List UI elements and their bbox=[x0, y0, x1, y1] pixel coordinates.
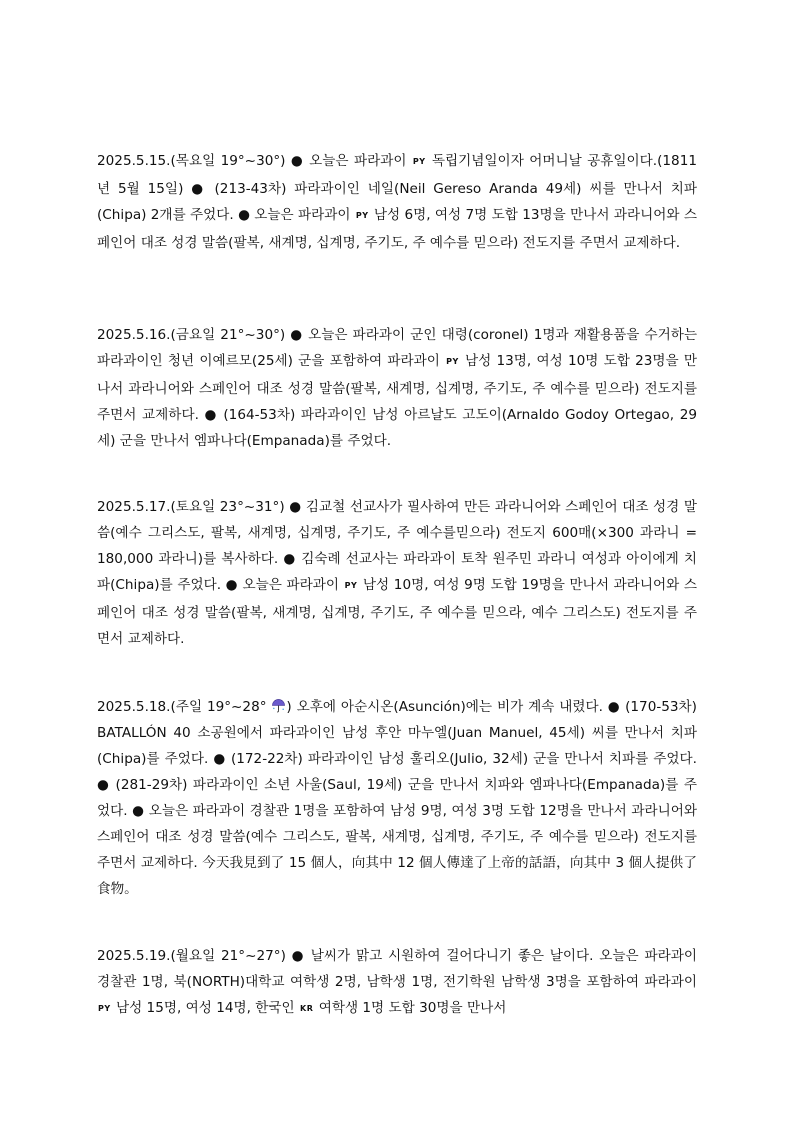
entry-text: ● 오늘은 파라과이 군인 대령(coronel) 1명과 재활용품을 수거하는 파라과이인 청년 이예르모(25세) 군을 포함하여 파라과이 bbox=[97, 327, 698, 369]
entry-text: 남성 15명, 여성 14명, 한국인 bbox=[111, 1000, 300, 1016]
entry-text: 남성 6명, 여성 7명 도합 13명을 만나서 과라니어와 스페인어 대조 성경 말씀(팔복, 새계명, 십계명, 주기도, 주 예수를 믿으라) 전도지를 주면서 교제하다. bbox=[97, 207, 697, 251]
entry-date: 2025.5.18.(주일 19°~28° bbox=[97, 699, 267, 715]
entry-date: 2025.5.16.(금요일 21°~30°) bbox=[97, 327, 286, 343]
entry-text: 독립기념일이자 어머니날 공휴일이다.(1811년 5월 15일) ● (213-43차) 파라과이인 네일(Neil Gereso Aranda 49세) 씨를 만나서 치파(Chipa) 2개를 주었다. ● 오늘은 파라과이 bbox=[97, 153, 697, 223]
entry-text: 여학생 1명 도합 30명을 만나서 bbox=[314, 1000, 507, 1016]
paraguay-flag-label: PY bbox=[344, 581, 358, 590]
korea-flag-label: KR bbox=[300, 1004, 314, 1013]
entry-date: 2025.5.19.(월요일 21°~27°) bbox=[97, 948, 286, 964]
entry-text: ● 오늘은 파라과이 bbox=[285, 153, 412, 169]
diary-entry-2025-05-17 bbox=[97, 494, 697, 652]
paraguay-flag-label: PY bbox=[355, 211, 369, 220]
diary-entry-2025-05-15 bbox=[97, 148, 697, 256]
entry-text: 남성 13명, 여성 10명 도합 23명을 만나서 과라니어와 스페인어 대조 성경 말씀(팔복, 새계명, 십계명, 주기도, 주 예수를 믿으라) 전도지를 주면서 교제하다. ● (164-53차) 파라과이인 남성 아르날도 고도이(Arnaldo Godoy Ortegao, 29세) 군을 만나서 엠파나다(Empanada)를 주었다. bbox=[97, 353, 697, 449]
diary-entry-2025-05-16 bbox=[97, 322, 697, 454]
paraguay-flag-label: PY bbox=[446, 357, 459, 366]
diary-entry-2025-05-19 bbox=[97, 943, 697, 1023]
entry-text: 남성 10명, 여성 9명 도합 19명을 만나서 과라니어와 스페인어 대조 성경 말씀(팔복, 새계명, 십계명, 주기도, 주 예수를 믿으라, 예수 그리스도) 전도지를 주면서 교제하다. bbox=[97, 577, 697, 647]
entry-text: ● 김교철 선교사가 필사하여 만든 과라니어와 스페인어 대조 성경 말씀(예수 그리스도, 팔복, 새계명, 십계명, 주기도, 주 예수를믿으라) 전도지 600매(×300 과라니 = 180,000 과라니)를 복사하다. ● 김숙례 선교사는 파라과이 토착 원주민 과라니 여성과 아이에게 치파(Chipa)를 주었다. ● 오늘은 파라과이 bbox=[97, 499, 697, 593]
entry-text: ) 오후에 아순시온(Asunción)에는 비가 계속 내렸다. ● (170-53차) BATALLÓN 40 소공원에서 파라과이인 남성 후안 마누엘(Juan Manuel, 45세) 씨를 만나서 치파(Chipa)를 주었다. ● (172-22차) 파라과이인 남성 훌리오(Julio, 32세) 군을 만나서 치파를 주었다. ● (281-29차) 파라과이인 소년 사울(Saul, 19세) 군을 만나서 치파와 엠파나다(Empanada)를 주었다. ● 오늘은 파라과이 경찰관 1명을 포함하여 남성 9명, 여성 3명 도합 12명을 만나서 과라니어와 스페인어 대조 성경 말씀(예수 그리스도, 팔복, 새계명, 십계명, 주기도, 주 예수를 믿으라) 전도지를 주면서 교제하다. 今天我見到了 15 個人，向其中 12 個人傳達了上帝的話語，向其中 3 個人提供了食物。 bbox=[97, 699, 697, 897]
entry-date: 2025.5.15.(목요일 19°~30°) bbox=[97, 153, 286, 169]
entry-text: ● 날씨가 맑고 시원하여 걸어다니기 좋은 날이다. 오늘은 파라과이 경찰관 1명, 북(NORTH)대학교 여학생 2명, 남학생 1명, 전기학원 남학생 3명을 포함하여 파라과이 bbox=[97, 948, 697, 990]
paraguay-flag-label: PY bbox=[98, 1004, 111, 1013]
paraguay-flag-label: PY bbox=[412, 157, 426, 166]
diary-entry-2025-05-18 bbox=[97, 694, 697, 902]
rain-umbrella-icon bbox=[271, 698, 286, 713]
entry-date: 2025.5.17.(토요일 23°~31°) bbox=[97, 499, 285, 515]
